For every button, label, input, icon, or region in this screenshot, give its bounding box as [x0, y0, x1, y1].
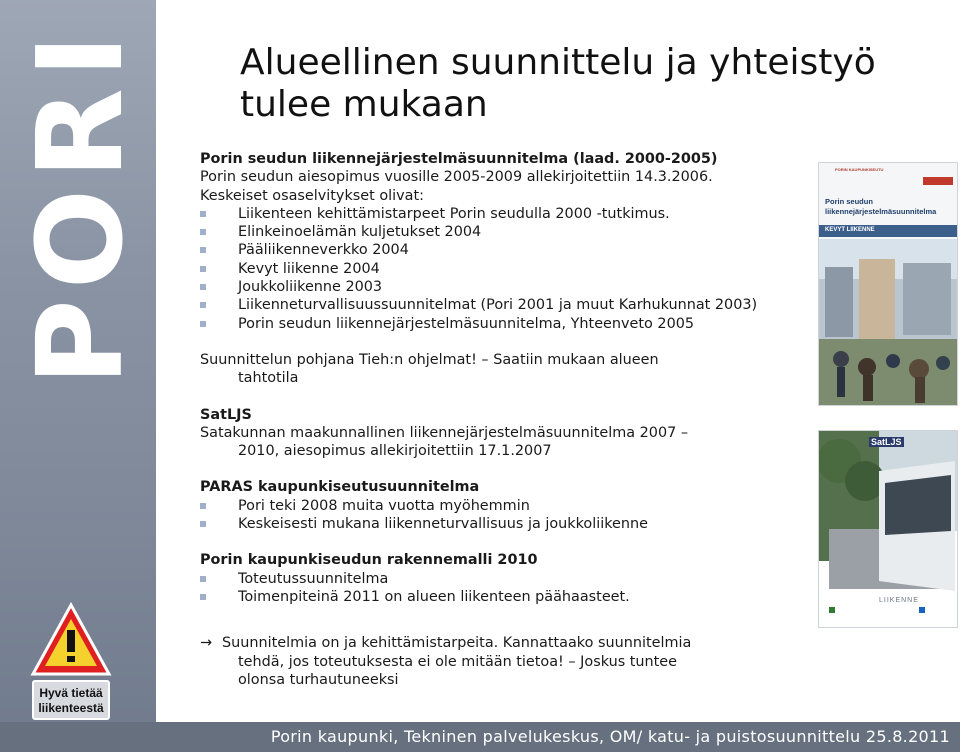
- bullet-icon: [200, 503, 206, 509]
- main-content: [200, 150, 810, 689]
- section2-line1: Suunnittelun pohjana Tieh:n ohjelmat! – Saatiin mukaan alueen: [200, 351, 659, 368]
- bullet-icon: [200, 576, 206, 582]
- list-item: [200, 315, 810, 333]
- list-item: [200, 588, 810, 606]
- list-item: [200, 570, 810, 588]
- bus-report-image: [818, 430, 958, 628]
- section3-heading: SatLJS: [200, 406, 252, 423]
- list-item: [200, 515, 810, 533]
- spacer: [200, 624, 810, 634]
- bus-caption-text: LIIKENNE: [879, 597, 919, 604]
- section2-line2: tahtotila: [238, 370, 299, 387]
- list-item-text: Toimenpiteinä 2011 on alueen liikenteen päähaasteet.: [238, 588, 630, 605]
- conclusion-line1-text: Suunnitelmia on ja kehittämistarpeita. Kannattaako suunnitelmia: [222, 635, 692, 652]
- list-item-text: Liikenteen kehittämistarpeet Porin seudulla 2000 -tutkimus.: [238, 205, 670, 222]
- bullet-icon: [200, 521, 206, 527]
- bullet-icon: [200, 302, 206, 308]
- list-item: [200, 278, 810, 296]
- list-item-text: Keskeisesti mukana liikenneturvallisuus ja joukkoliikenne: [238, 516, 648, 533]
- section4-heading: PARAS kaupunkiseutusuunnitelma: [200, 479, 480, 496]
- arrow-right-icon: →: [200, 635, 213, 652]
- cover-subtitle-text: KEVYT LIIKENNE: [825, 227, 875, 233]
- page-title-line2: tulee mukaan: [240, 84, 488, 125]
- section3-line2: 2010, aiesopimus allekirjoitettiin 17.1.2007: [238, 443, 552, 460]
- cover-brand-text: PORIN KAUPUNKISEUTU: [835, 167, 884, 172]
- list-item-text: Pori teki 2008 muita vuotta myöhemmin: [238, 497, 530, 514]
- list-item: [200, 223, 810, 241]
- footer-bar: [0, 722, 960, 752]
- bullet-icon: [200, 266, 206, 272]
- spacer: [200, 460, 810, 478]
- list-item-text: Kevyt liikenne 2004: [238, 260, 380, 277]
- bullet-icon: [200, 247, 206, 253]
- spacer: [200, 533, 810, 551]
- footer-text: Porin kaupunki, Tekninen palvelukeskus, OM/ katu- ja puistosuunnittelu 25.8.2011: [270, 727, 950, 746]
- sidebar: [0, 0, 156, 752]
- list-item: [200, 296, 810, 314]
- page-title: [240, 42, 940, 126]
- warning-plate-line1: Hyvä tietää: [39, 686, 103, 700]
- page-title-line1: Alueellinen suunnittelu ja yhteistyö: [240, 42, 876, 83]
- pori-logo: PORI: [11, 24, 149, 386]
- warning-plate-line2: liikenteestä: [38, 701, 104, 715]
- list-item-text: Pääliikenneverkko 2004: [238, 242, 409, 259]
- list-item: [200, 205, 810, 223]
- conclusion-line2: tehdä, jos toteutuksesta ei ole mitään tietoa! – Joskus tuntee: [238, 653, 678, 670]
- bullet-icon: [200, 594, 206, 600]
- bullet-icon: [200, 284, 206, 290]
- list-item-text: Porin seudun liikennejärjestelmäsuunnitelma, Yhteenveto 2005: [238, 315, 695, 332]
- list-item-text: Joukkoliikenne 2003: [238, 279, 383, 296]
- list-item: [200, 241, 810, 259]
- conclusion-line3: olonsa turhautuneeksi: [238, 671, 399, 688]
- conclusion-line1: [200, 634, 810, 652]
- list-item-text: Liikenneturvallisuussuunnitelmat (Pori 2001 ja muut Karhukunnat 2003): [238, 297, 758, 314]
- list-item-text: Elinkeinoelämän kuljetukset 2004: [238, 224, 482, 241]
- cover-title-text: Porin seudun liikennejärjestelmäsuunnitelma: [825, 197, 937, 216]
- report-cover-image: [818, 162, 958, 406]
- section1-heading: Porin seudun liikennejärjestelmäsuunnitelma (laad. 2000-2005): [200, 151, 718, 167]
- bus-sign-text: SatLJS: [871, 437, 902, 447]
- spacer: [200, 606, 810, 624]
- spacer: [200, 333, 810, 351]
- list-item: [200, 497, 810, 515]
- warning-plate: [32, 680, 110, 720]
- section3-line1: Satakunnan maakunnallinen liikennejärjestelmäsuunnitelma 2007 –: [200, 424, 689, 441]
- bullet-icon: [200, 229, 206, 235]
- list-item-text: Toteutussuunnitelma: [238, 570, 389, 587]
- warning-sign-icon: [30, 602, 112, 678]
- section1-line3: Keskeiset osaselvitykset olivat:: [200, 187, 424, 204]
- spacer: [200, 388, 810, 406]
- list-item: [200, 260, 810, 278]
- section5-heading: Porin kaupunkiseudun rakennemalli 2010: [200, 552, 538, 569]
- section1-line2: Porin seudun aiesopimus vuosille 2005-2009 allekirjoitettiin 14.3.2006.: [200, 169, 713, 186]
- bullet-icon: [200, 321, 206, 327]
- bullet-icon: [200, 211, 206, 217]
